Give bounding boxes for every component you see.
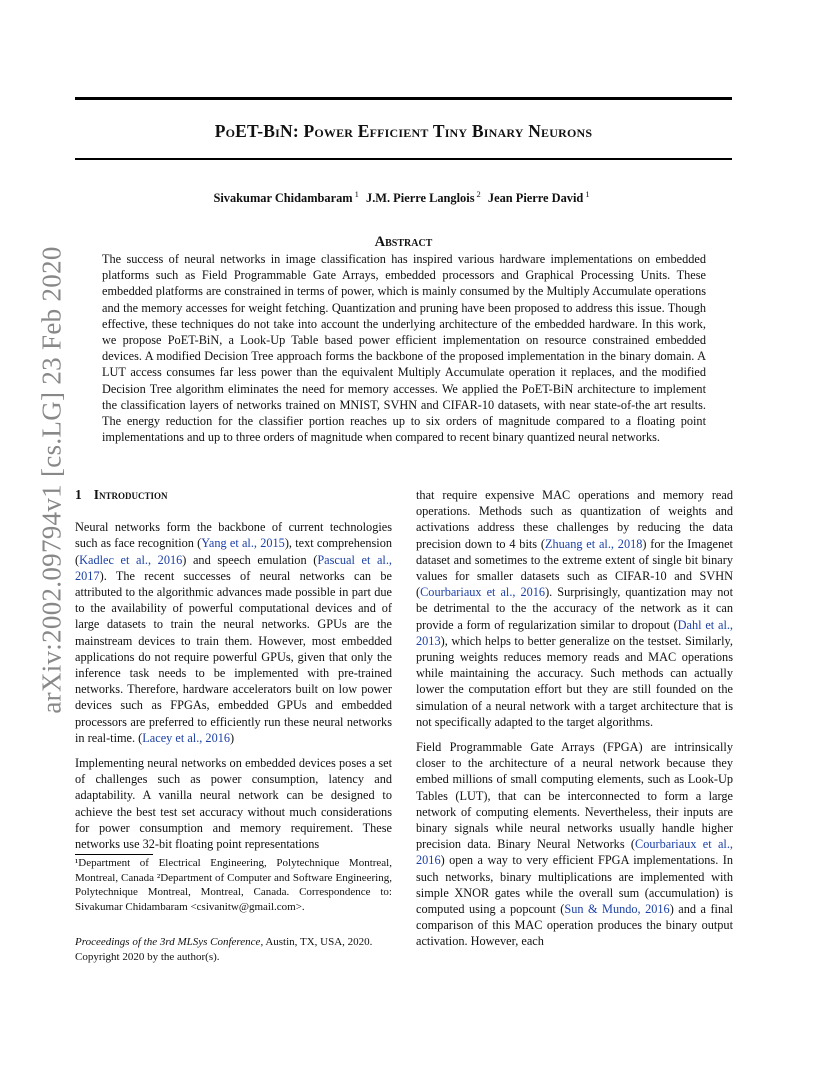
- text-run: ), text comprehension (: [75, 536, 392, 567]
- author-name: Jean Pierre David: [487, 191, 584, 206]
- author-affiliation: 2: [476, 189, 481, 199]
- title-top-rule: [75, 97, 732, 100]
- citation-link[interactable]: Lacey et al., 2016: [142, 730, 231, 745]
- text-run: ) and speech emulation (: [182, 552, 318, 567]
- arxiv-stamp: arXiv:2002.09794v1 [cs.LG] 23 Feb 2020: [36, 246, 67, 714]
- author-list: [75, 189, 732, 206]
- proceedings-venue: Proceedings of the 3rd MLSys Conference: [75, 936, 261, 948]
- text-run: ) open a way to very efficient FPGA implementations. In such networks, binary multiplications are implemented with simple XNOR gates while the overall sum (accumulation) is computed using a popcount (: [416, 853, 733, 917]
- citation-link[interactable]: Zhuang et al., 2018: [544, 536, 643, 551]
- text-run: Field Programmable Gate Arrays (FPGA) are intrinsically closer to the architecture of a neural network because they embed millions of small computing elements, such as Look-Up Tables (LUT), that can be interconnected to form a large network of computing elements. Nevertheless, their inputs are binary signals while neural networks usually handle higher precision data. Binary Neural Networks (: [416, 740, 733, 852]
- author-name: Sivakumar Chidambaram: [213, 191, 353, 206]
- abstract-text: The success of neural networks in image classification has inspired various hardware implementations on embedded platforms such as Field Programmable Gate Arrays, embedded processors and Graphical Processing Units. These embedded platforms are constrained in terms of power, which is mainly consumed by the Multiply Accumulate operations and the memory accesses for weight fetching. Quantization and pruning have been proposed to address this issue. Though effective, these techniques do not take into account the underlying architecture of the embedded hardware. In this work, we propose PoET-BiN, a Look-Up Table based power efficient implementation on resource constrained embedded devices. A modified Decision Tree approach forms the backbone of the proposed implementation in the binary domain. A LUT access consumes far less power than the equivalent Multiply Accumulate operation it replaces, and the modified Decision Tree algorithm eliminates the need for memory accesses. We applied the PoET-BiN architecture to implement the classification layers of networks trained on MNIST, SVHN and CIFAR-10 datasets, with near state-of-the art results. The energy reduction for the classifier portion reaches up to six orders of magnitude compared to a floating point implementations and up to three orders of magnitude when compared to recent binary quantized neural networks.: [102, 252, 706, 445]
- paper-title: PoET-BiN: Power Efficient Tiny Binary Neurons: [214, 121, 593, 141]
- intro-paragraph-2: Implementing neural networks on embedded devices poses a set of challenges such as power consumption, latency and adaptability. A vanilla neural network can be designed to achieve the best test set accuracy without much considerations for power consumption and memory requirement. These networks use 32-bit floating point representations: [75, 756, 392, 852]
- author-affiliation: 1: [585, 189, 590, 199]
- author-name: J.M. Pierre Langlois: [366, 191, 475, 206]
- affiliation-footnote: ¹Department of Electrical Engineering, Polytechnique Montreal, Montreal, Canada ²Department of Computer and Software Engineering, Polytechnique Montreal, Montreal, Canada. Correspondence to: Sivakumar Chidambaram <csivanitw@gmail.com>.: [75, 857, 392, 913]
- citation-link[interactable]: Kadlec et al., 2016: [79, 552, 183, 567]
- intro-paragraph-4: [416, 739, 733, 950]
- intro-paragraph-1: [75, 519, 392, 746]
- section-title: Introduction: [93, 487, 168, 502]
- citation-link[interactable]: Yang et al., 2015: [201, 536, 285, 551]
- abstract-heading: Abstract: [374, 234, 433, 250]
- proceedings-copyright: , Austin, TX, USA, 2020. Copyright 2020 by the author(s).: [75, 936, 373, 963]
- citation-link[interactable]: Dahl et al., 2013: [416, 617, 734, 648]
- citation-link[interactable]: Pascual et al., 2017: [75, 552, 393, 583]
- citation-link[interactable]: Courbariaux et al., 2016: [416, 837, 733, 868]
- section-number: 1: [75, 487, 82, 502]
- left-column: [75, 487, 392, 861]
- text-run: Neural networks form the backbone of current technologies such as face recognition (: [75, 520, 392, 551]
- text-run: ). The recent successes of neural networks can be attributed to the algorithmic advances made possible in part due to the availability of powerful computational devices and of large datasets to train the neural networks. GPUs are the mainstream devices to train them. However, most embedded applications do not require powerful GPUs, given that only the inference task needs to be implemented with pre-trained networks. Therefore, hardware accelerators built on low power devices such as FPGAs, embedded GPUs and embedded processors are preferred to efficiently run these neural networks in real-time. (: [75, 568, 392, 745]
- proceedings-note: [75, 935, 392, 965]
- title-bottom-rule: [75, 158, 732, 160]
- text-run: ), which helps to better generalize on the testset. Similarly, pruning weights reduces memory reads and MAC operations while maintaining the accuracy. Such methods can actually lower the computation effort but they are still founded on the simulation of a neural network with a target architecture that is not specifically adapted to the target algorithms.: [416, 633, 733, 729]
- intro-paragraph-3: [416, 487, 733, 730]
- text-run: that require expensive MAC operations and memory read operations. Methods such as quantization of weights and activations address these challenges by reducing the data precision down to 4 bits (: [416, 488, 733, 551]
- text-run: ) for the Imagenet dataset and sometimes to the extreme extent of single bit binary values for smaller datasets such as CIFAR-10 and SVHN (: [416, 536, 733, 600]
- text-run: ) and a final comparison of this MAC operation produces the binary output activation. However, each: [416, 902, 733, 949]
- citation-link[interactable]: Sun & Mundo, 2016: [564, 902, 670, 917]
- right-column: [416, 487, 733, 959]
- citation-link[interactable]: Courbariaux et al., 2016: [420, 585, 546, 600]
- footnote-rule: [75, 854, 153, 855]
- text-run: ). Surprisingly, quantization may not be detrimental to the the accuracy of the network as it can provide a form of regularization similar to dropout (: [416, 585, 733, 632]
- author-affiliation: 1: [354, 189, 359, 199]
- text-run: ): [230, 730, 235, 745]
- section-heading: [75, 487, 392, 503]
